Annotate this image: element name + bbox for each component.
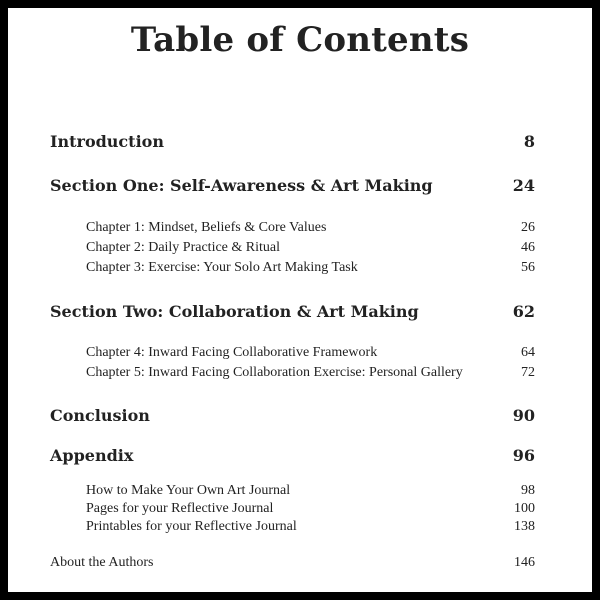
toc-entry-page: 8 bbox=[523, 132, 535, 151]
toc-entry-page: 90 bbox=[512, 406, 535, 425]
document-page bbox=[8, 8, 592, 592]
toc-entry-label: Conclusion bbox=[50, 406, 150, 425]
toc-entry-journal-pages[interactable] bbox=[86, 501, 535, 517]
toc-entry-label: Chapter 1: Mindset, Beliefs & Core Values bbox=[86, 220, 327, 235]
toc-entry-label: About the Authors bbox=[50, 555, 154, 570]
toc-entry-section-two[interactable] bbox=[50, 302, 535, 321]
toc-entry-chapter-3[interactable] bbox=[86, 260, 535, 276]
toc-entry-label: How to Make Your Own Art Journal bbox=[86, 483, 291, 498]
page-title: Table of Contents bbox=[130, 20, 470, 60]
toc-entry-chapter-5[interactable] bbox=[86, 365, 535, 381]
toc-entry-label: Printables for your Reflective Journal bbox=[86, 519, 297, 534]
toc-entry-label: Chapter 3: Exercise: Your Solo Art Making Task bbox=[86, 260, 358, 275]
toc-entry-label: Pages for your Reflective Journal bbox=[86, 501, 274, 516]
toc-entry-page: 146 bbox=[514, 555, 535, 570]
toc-entry-introduction[interactable] bbox=[50, 132, 535, 151]
toc-entry-conclusion[interactable] bbox=[50, 406, 535, 425]
toc-entry-page: 96 bbox=[512, 446, 535, 465]
toc-entry-label: Chapter 2: Daily Practice & Ritual bbox=[86, 240, 281, 255]
toc-entry-page: 62 bbox=[512, 302, 535, 321]
toc-entry-chapter-4[interactable] bbox=[86, 345, 535, 361]
toc-entry-page: 64 bbox=[521, 345, 535, 360]
toc-entry-label: Appendix bbox=[50, 446, 134, 465]
toc-entry-section-one[interactable] bbox=[50, 176, 535, 195]
toc-entry-label: Introduction bbox=[50, 132, 164, 151]
toc-entry-page: 138 bbox=[514, 519, 535, 534]
toc-entry-label: Section One: Self-Awareness & Art Making bbox=[50, 176, 433, 195]
toc-entry-page: 56 bbox=[521, 260, 535, 275]
toc-entry-page: 46 bbox=[521, 240, 535, 255]
toc-entry-page: 72 bbox=[521, 365, 535, 380]
toc-entry-printables[interactable] bbox=[86, 519, 535, 535]
toc-entry-art-journal[interactable] bbox=[86, 483, 535, 499]
toc-entry-page: 98 bbox=[521, 483, 535, 498]
toc-entry-label: Chapter 4: Inward Facing Collaborative Framework bbox=[86, 345, 378, 360]
toc-entry-page: 26 bbox=[521, 220, 535, 235]
toc-entry-about-authors[interactable] bbox=[50, 555, 535, 571]
toc-entry-page: 24 bbox=[512, 176, 535, 195]
toc-entry-chapter-1[interactable] bbox=[86, 220, 535, 236]
toc-entry-chapter-2[interactable] bbox=[86, 240, 535, 256]
toc-entry-appendix[interactable] bbox=[50, 446, 535, 465]
toc-entry-label: Chapter 5: Inward Facing Collaboration Exercise: Personal Gallery bbox=[86, 365, 463, 380]
toc-entry-label: Section Two: Collaboration & Art Making bbox=[50, 302, 419, 321]
toc-entry-page: 100 bbox=[514, 501, 535, 516]
